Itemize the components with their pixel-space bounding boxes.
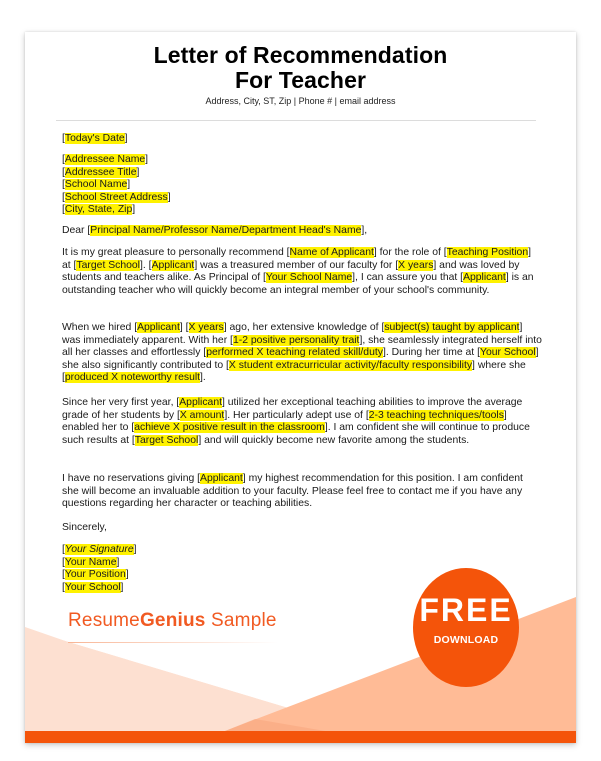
placeholder: Applicant [151,259,195,271]
text: ] [ [179,322,189,333]
text: It is my great pleasure to personally recommend [ [62,247,290,258]
signer-position: Your Position [64,569,126,581]
placeholder: Target School [76,259,140,271]
badge-free-text: FREE [419,592,513,628]
signer-school: Your School [64,581,121,593]
text: I have no reservations giving [ [62,473,201,484]
text: ] at [ [62,247,531,271]
placeholder: subject(s) taught by applicant [384,322,520,333]
salutation [62,225,542,238]
paragraph-1 [62,247,542,297]
logo-text-resume: Resume [68,610,140,631]
closing: Sincerely, [62,522,107,533]
addressee-name: Addressee Name [64,154,146,165]
placeholder: performed X teaching related skill/duty [206,347,383,359]
logo-text-sample: Sample [205,610,277,631]
text: ] she also significantly contributed to [ [62,347,539,371]
text: ]. [ [140,259,152,271]
text: ] my highest recommendation for this position. I am confident she will become an invaluable addition to your faculty. Please feel free to contact me if you have any questions regarding her character or teaching abilities. [62,473,523,510]
text: ] and will quickly become new favorite among the students. [198,434,470,446]
paragraph-4 [62,473,542,511]
salutation-prefix: Dear [ [62,225,91,236]
salutation-suffix: ], [361,225,368,236]
letter-page [25,32,576,743]
logo-underline [68,642,278,643]
text: ] where she [ [62,359,526,384]
signature-placeholder: Your Signature [64,544,134,555]
date-placeholder: Today's Date [64,133,125,144]
placeholder: 2-3 teaching techniques/tools [368,409,504,421]
placeholder: X student extracurricular activity/faculty responsibility [228,359,473,371]
text: ] and was loved by students and teachers alike. As Principal of [ [62,259,520,284]
bottom-accent-bar [25,731,576,743]
free-download-button[interactable] [413,568,519,687]
contact-line: Address, City, ST, Zip | Phone # | email address [205,96,396,106]
placeholder: Name of Applicant [289,247,374,258]
document-title-line2: For Teacher [234,67,367,93]
text: ]. [200,372,206,384]
text: ] utilized her exceptional teaching abilities to improve the average grade of her students by [ [62,397,523,421]
addressee-block: [Addressee Name] [Addressee Title] [School Name] [School Street Address] [City, State, Zip] [62,154,171,216]
text: Since her very first year, [ [62,397,180,408]
salutation-name: Principal Name/Professor Name/Department Head's Name [90,225,362,236]
signer-name: Your Name [64,556,117,568]
placeholder: Your School Name [265,272,353,284]
text: ]. During her time at [ [382,347,480,359]
text: ]. Her particularly adept use of [ [224,409,369,421]
placeholder: Applicant [200,473,243,484]
addressee-school: School Name [64,179,128,191]
placeholder: Applicant [463,272,506,284]
placeholder: Applicant [137,322,180,333]
paragraph-2 [62,322,542,385]
placeholder: X years [398,259,434,271]
logo-text-genius: Genius [139,610,206,631]
placeholder: 1-2 positive personality trait [232,334,360,346]
paragraph-3 [62,397,542,447]
text: ] was immediately apparent. With her [ [62,322,523,346]
badge-download-text: DOWNLOAD [433,634,499,646]
text: ]. I am confident she will continue to produce such results at [ [62,422,530,446]
resume-genius-logo [68,610,277,632]
placeholder: achieve X positive result in the classroom [134,422,325,434]
text: ], she seamlessly integrated herself into all her classes and effortlessly [ [62,334,542,359]
placeholder: X amount [179,409,225,421]
addressee-title: Addressee Title [64,166,137,178]
text: ], I can assure you that [ [352,272,464,284]
document-title-line1: Letter of Recommendation [153,42,448,68]
text: ] is an outstanding teacher who will quickly become an integral member of your school's community. [62,272,534,296]
placeholder: Target School [134,434,199,446]
placeholder: Applicant [179,397,222,408]
text: ] was a treasured member of our faculty for [ [194,259,399,271]
placeholder: X years [188,322,224,333]
text: When we hired [ [62,322,138,333]
placeholder: produced X noteworthy result [64,372,201,384]
header-divider [56,120,536,121]
date-line: [Today's Date] [62,133,128,144]
addressee-street: School Street Address [64,191,168,203]
placeholder: Your School [479,347,536,359]
text: ] enabled her to [ [62,409,507,434]
placeholder: Teaching Position [446,247,529,258]
text: ] for the role of [ [373,247,447,258]
text: ] ago, her extensive knowledge of [ [223,322,385,333]
addressee-city: City, State, Zip [64,204,133,216]
signature-block: [Your Signature] [Your Name] [Your Position] [Your School] [62,544,137,593]
